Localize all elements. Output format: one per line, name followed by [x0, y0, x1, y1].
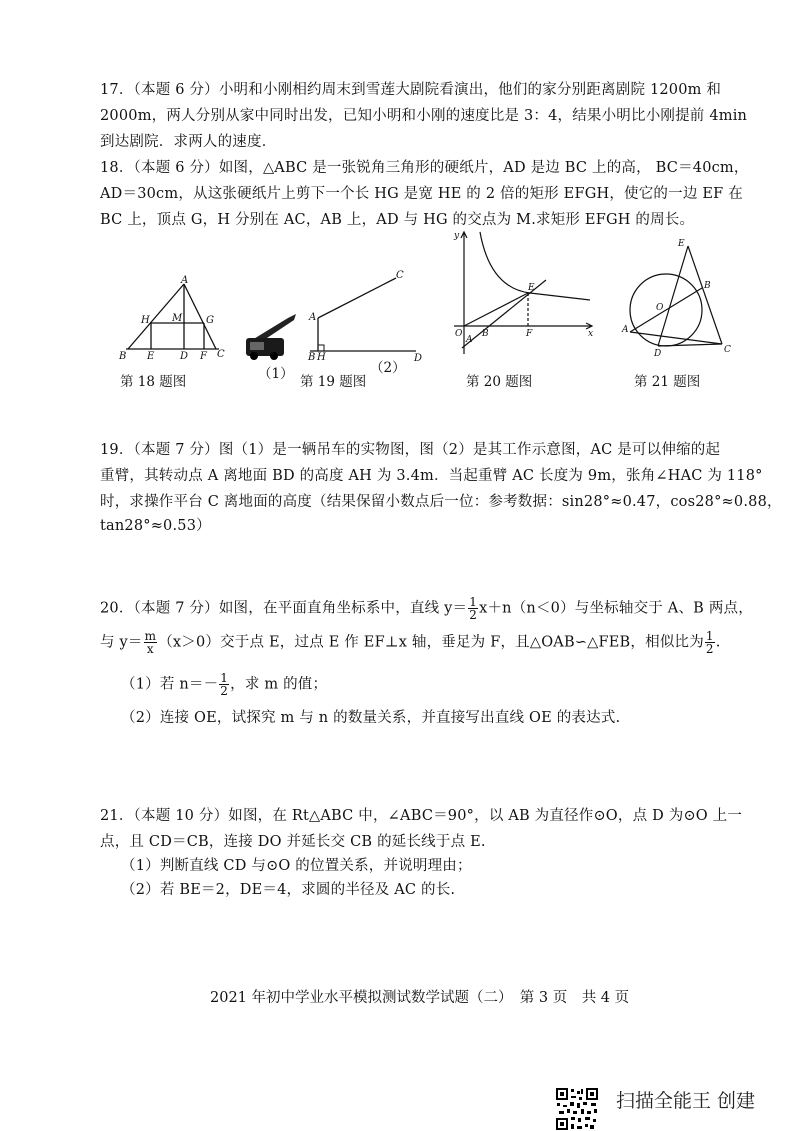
fig19-label-b: B — [308, 352, 316, 363]
q21-part-1: （1）判断直线 CD 与⊙O 的位置关系，并说明理由； — [121, 858, 472, 874]
q20-line-2-mid: （x＞0）交于点 E，过点 E 作 EF⊥x 轴，垂足为 F，且△OAB∽△FEB，相似比为 — [158, 634, 704, 651]
q21-line-1: 21．（本题 10 分）如图，在 Rt△ABC 中，∠ABC＝90°，以 AB 为直径作⊙O，点 D 为⊙O 上一 — [100, 808, 743, 824]
fig21-label-a: A — [622, 325, 629, 335]
q17-line-3: 到达剧院．求两人的速度． — [100, 134, 277, 150]
figure-18-caption: 第 18 题图 — [120, 374, 187, 390]
fraction-numerator: m — [144, 629, 157, 643]
qr-code-icon — [555, 1087, 599, 1131]
fig20-label-b: B — [482, 329, 489, 339]
fraction-denominator: 2 — [220, 684, 229, 698]
scanner-watermark: 扫描全能王 创建 — [616, 1090, 756, 1112]
q17-line-2: 2000m，两人分别从家中同时出发，已知小明和小刚的速度比是 3：4，结果小明比小刚提前 4min — [100, 108, 748, 124]
q20-line-2-end: . — [715, 634, 721, 651]
figure-19-caption: 第 19 题图 — [300, 374, 367, 390]
fig20-label-e: E — [528, 283, 535, 293]
q18-line-2: AD＝30cm，从这张硬纸片上剪下一个长 HG 是宽 HE 的 2 倍的矩形 EFGH，使它的一边 EF 在 — [100, 186, 743, 202]
figure-20-diagram — [450, 228, 600, 366]
fig19-label-d: D — [414, 353, 423, 364]
fig20-label-f: F — [526, 329, 533, 339]
fig21-label-o: O — [656, 303, 664, 313]
q20-line-1-end: x＋n（n＜0）与坐标轴交于 A、B 两点， — [479, 600, 753, 617]
q19-line-2: 重臂，其转动点 A 离地面 BD 的高度 AH 为 3.4m．当起重臂 AC 长度为 9m，张角∠HAC 为 118° — [100, 468, 763, 484]
fig21-label-c: C — [724, 345, 731, 355]
fraction-numerator: 1 — [220, 671, 229, 685]
figure-19-schematic — [306, 268, 424, 362]
q20-line-2-start: 与 y＝ — [100, 634, 143, 651]
fraction-denominator: 2 — [469, 608, 478, 622]
q20-part-2: （2）连接 OE，试探究 m 与 n 的数量关系，并直接写出直线 OE 的表达式. — [121, 710, 621, 726]
figure-18-diagram — [116, 274, 232, 366]
fig20-label-a: A — [466, 335, 473, 345]
figure-20-caption: 第 20 题图 — [466, 374, 533, 390]
q20-part-1-end: ，求 m 的值； — [230, 676, 328, 693]
figure-19-crane-photo — [244, 300, 300, 362]
fig18-label-d: D — [180, 351, 189, 362]
half-fraction — [468, 596, 478, 621]
fig19-label-c: C — [396, 270, 404, 281]
q19-line-3: 时，求操作平台 C 离地面的高度（结果保留小数点后一位：参考数据：sin28°≈0.47，cos28°≈0.88， — [100, 494, 782, 510]
fraction-denominator: x — [146, 642, 154, 656]
q20-line-1-start: 20．（本题 7 分）如图，在平面直角坐标系中，直线 y＝ — [100, 600, 468, 617]
fig20-label-x: x — [588, 329, 594, 339]
fig18-label-a: A — [181, 275, 189, 286]
fig18-label-e: E — [147, 351, 155, 362]
m-over-x-fraction — [144, 630, 158, 655]
q20-part-1 — [121, 672, 327, 697]
q20-line-2 — [100, 630, 721, 655]
fig21-label-e: E — [678, 239, 685, 249]
page-footer: 2021 年初中学业水平模拟测试数学试题（二） 第 3 页 共 4 页 — [210, 990, 630, 1006]
fig18-label-h: H — [141, 315, 150, 326]
ratio-fraction — [705, 630, 715, 655]
fig21-label-b: B — [704, 281, 711, 291]
fig18-label-f: F — [200, 351, 207, 362]
q18-line-1: 18．（本题 6 分）如图，△ABC 是一张锐角三角形的硬纸片，AD 是边 BC 上的高， BC＝40cm， — [100, 160, 749, 176]
q21-part-2: （2）若 BE＝2，DE＝4，求圆的半径及 AC 的长. — [121, 882, 456, 898]
q17-line-1: 17．（本题 6 分）小明和小刚相约周末到雪莲大剧院看演出，他们的家分别距离剧院 1200m 和 — [100, 82, 722, 98]
fig18-label-b: B — [119, 351, 127, 362]
figure-21-diagram — [618, 236, 736, 360]
q18-line-3: BC 上，顶点 G，H 分别在 AC，AB 上，AD 与 HG 的交点为 M.求矩形 EFGH 的周长。 — [100, 212, 695, 228]
fraction-denominator: 2 — [705, 642, 714, 656]
fig21-label-d: D — [654, 349, 662, 359]
fig20-label-y: y — [454, 231, 460, 241]
figure-19-sub1-label: （1） — [258, 366, 294, 382]
fig19-label-a: A — [309, 312, 317, 323]
fig18-label-m: M — [172, 313, 183, 324]
fig18-label-g: G — [206, 315, 214, 326]
fraction-numerator: 1 — [705, 629, 714, 643]
figure-19-sub2-label: （2） — [370, 360, 406, 376]
figure-21-caption: 第 21 题图 — [634, 374, 701, 390]
q19-line-1: 19．（本题 7 分）图（1）是一辆吊车的实物图，图（2）是其工作示意图，AC 是可以伸缩的起 — [100, 442, 721, 458]
fig20-label-o: O — [455, 329, 463, 339]
fraction-numerator: 1 — [469, 595, 478, 609]
fig19-label-h: H — [317, 352, 326, 363]
q21-line-2: 点，且 CD＝CB，连接 DO 并延长交 CB 的延长线于点 E. — [100, 834, 486, 850]
fig18-label-c: C — [217, 349, 225, 360]
q20-line-1 — [100, 596, 753, 621]
q20-part-1-start: （1）若 n＝－ — [121, 676, 219, 693]
n-fraction — [219, 672, 229, 697]
q19-line-4: tan28°≈0.53） — [100, 518, 211, 534]
